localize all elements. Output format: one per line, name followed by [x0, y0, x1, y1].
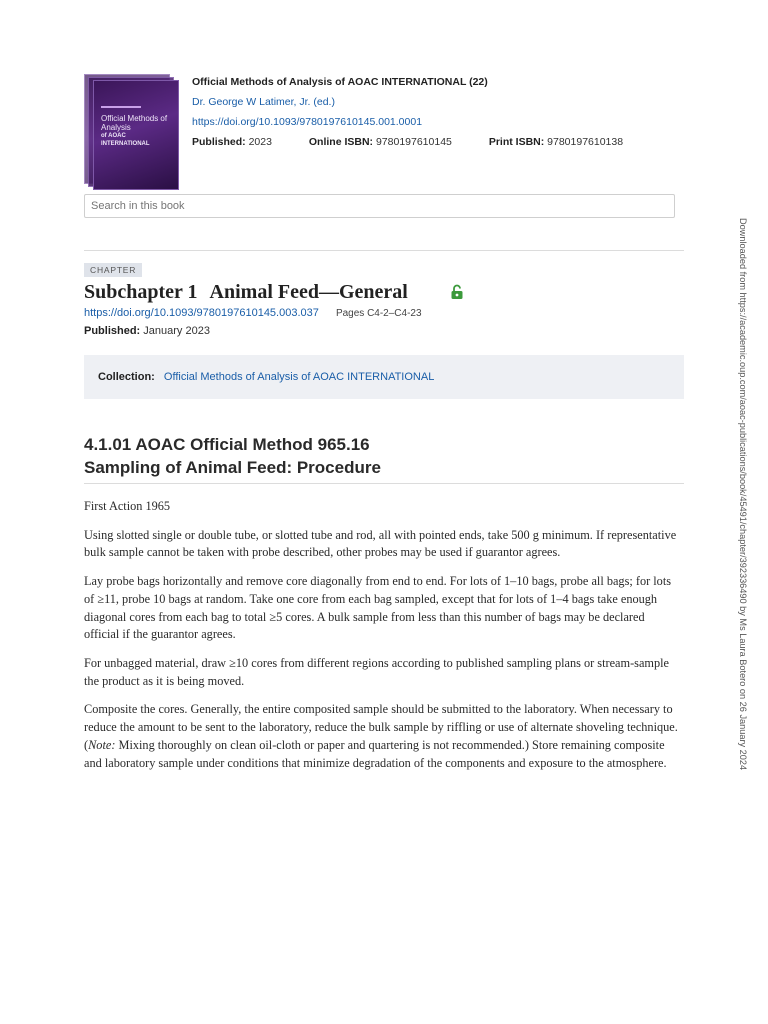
download-watermark: Downloaded from https://academic.oup.com/aoac-publications/book/45491/chapter/392336490 by Ms Laura Botero on 26 January 2024: [738, 218, 748, 771]
collection-label: Collection:: [98, 371, 155, 383]
collection-box: [84, 355, 684, 399]
online-isbn-value: 9780197610145: [375, 136, 452, 148]
section-heading-title: Sampling of Animal Feed: Procedure: [84, 458, 381, 477]
composite-text-b: Mixing thoroughly on clean oil-cloth or paper and quartering is not recommended.) Store remaining composite and laboratory sample under conditions that minimize degradation of the components and exposure to the atmosphere.: [84, 737, 667, 770]
header-divider: [84, 250, 684, 251]
body-paragraph-bags: Lay probe bags horizontally and remove core diagonally from end to end. For lots of 1–10 bags, probe all bags; for lots of ≥11, probe 10 bags at random. Take one core from each bag sampled, except that for lots of 1–4 bags take enough diagonal cores from each bag to total ≥5 cores. A bulk sample from less than this number of bags may be declared official if the guarantor agrees.: [84, 573, 672, 642]
article-body: [84, 498, 680, 783]
cover-accent-bar: [101, 106, 141, 108]
published-value: 2023: [248, 136, 272, 148]
chapter-published-label: Published:: [84, 325, 141, 337]
note-label: Note:: [88, 737, 116, 752]
first-action-paragraph: First Action 1965: [84, 499, 171, 513]
composite-text-a: Composite the cores. Generally, the entire composited sample should be submitted to the laboratory. When necessary to reduce the amount to be sent to the laboratory, reduce the bulk sample by riffling or use of alternate shoveling technique. (: [84, 702, 678, 752]
section-divider: [84, 483, 684, 484]
collection-link[interactable]: Official Methods of Analysis of AOAC INTERNATIONAL: [163, 371, 435, 383]
book-isbn-row: [192, 132, 682, 152]
body-paragraph-composite: [84, 701, 680, 772]
chapter-number: Subchapter 1: [84, 281, 198, 303]
online-isbn-label: Online ISBN:: [308, 136, 374, 148]
book-editor-link[interactable]: Dr. George W Latimer, Jr. (ed.): [192, 96, 335, 108]
section-heading-method: 4.1.01 AOAC Official Method 965.16: [84, 435, 370, 454]
print-isbn-label: Print ISBN:: [488, 136, 545, 148]
body-paragraph-unbagged: For unbagged material, draw ≥10 cores from different regions according to published sampling plans or stream-sample the product as it is being moved.: [84, 655, 669, 688]
chapter-type-badge: CHAPTER: [84, 263, 142, 277]
chapter-title: [84, 280, 408, 304]
chapter-name: Animal Feed—General: [209, 281, 408, 303]
book-doi-link[interactable]: https://doi.org/10.1093/9780197610145.001.0001: [192, 116, 423, 128]
body-paragraph-probe: Using slotted single or double tube, or slotted tube and rod, all with pointed ends, take 500 g minimum. If representative bulk sample cannot be taken with probe described, other probes may be used if guarantor agrees.: [84, 527, 677, 560]
book-header: [84, 72, 684, 190]
cover-title-main: Official Methods of Analysis: [101, 114, 168, 132]
book-title[interactable]: Official Methods of Analysis of AOAC INTERNATIONAL (22): [192, 76, 488, 88]
search-in-book-input[interactable]: [84, 194, 675, 218]
chapter-doi-row: [84, 305, 422, 322]
open-lock-icon: [450, 284, 464, 300]
chapter-pages: Pages C4-2–C4-23: [335, 308, 422, 319]
cover-title-sub: of AOAC INTERNATIONAL: [101, 133, 150, 147]
chapter-published-row: [84, 323, 210, 339]
print-isbn-value: 9780197610138: [547, 136, 624, 148]
book-cover[interactable]: [84, 74, 180, 188]
published-label: Published:: [192, 136, 246, 148]
book-meta: [192, 72, 682, 152]
chapter-doi-link[interactable]: https://doi.org/10.1093/9780197610145.003.037: [84, 307, 319, 319]
chapter-published-value: January 2023: [143, 325, 210, 337]
cover-title: [101, 114, 173, 148]
section-heading: [84, 433, 381, 479]
